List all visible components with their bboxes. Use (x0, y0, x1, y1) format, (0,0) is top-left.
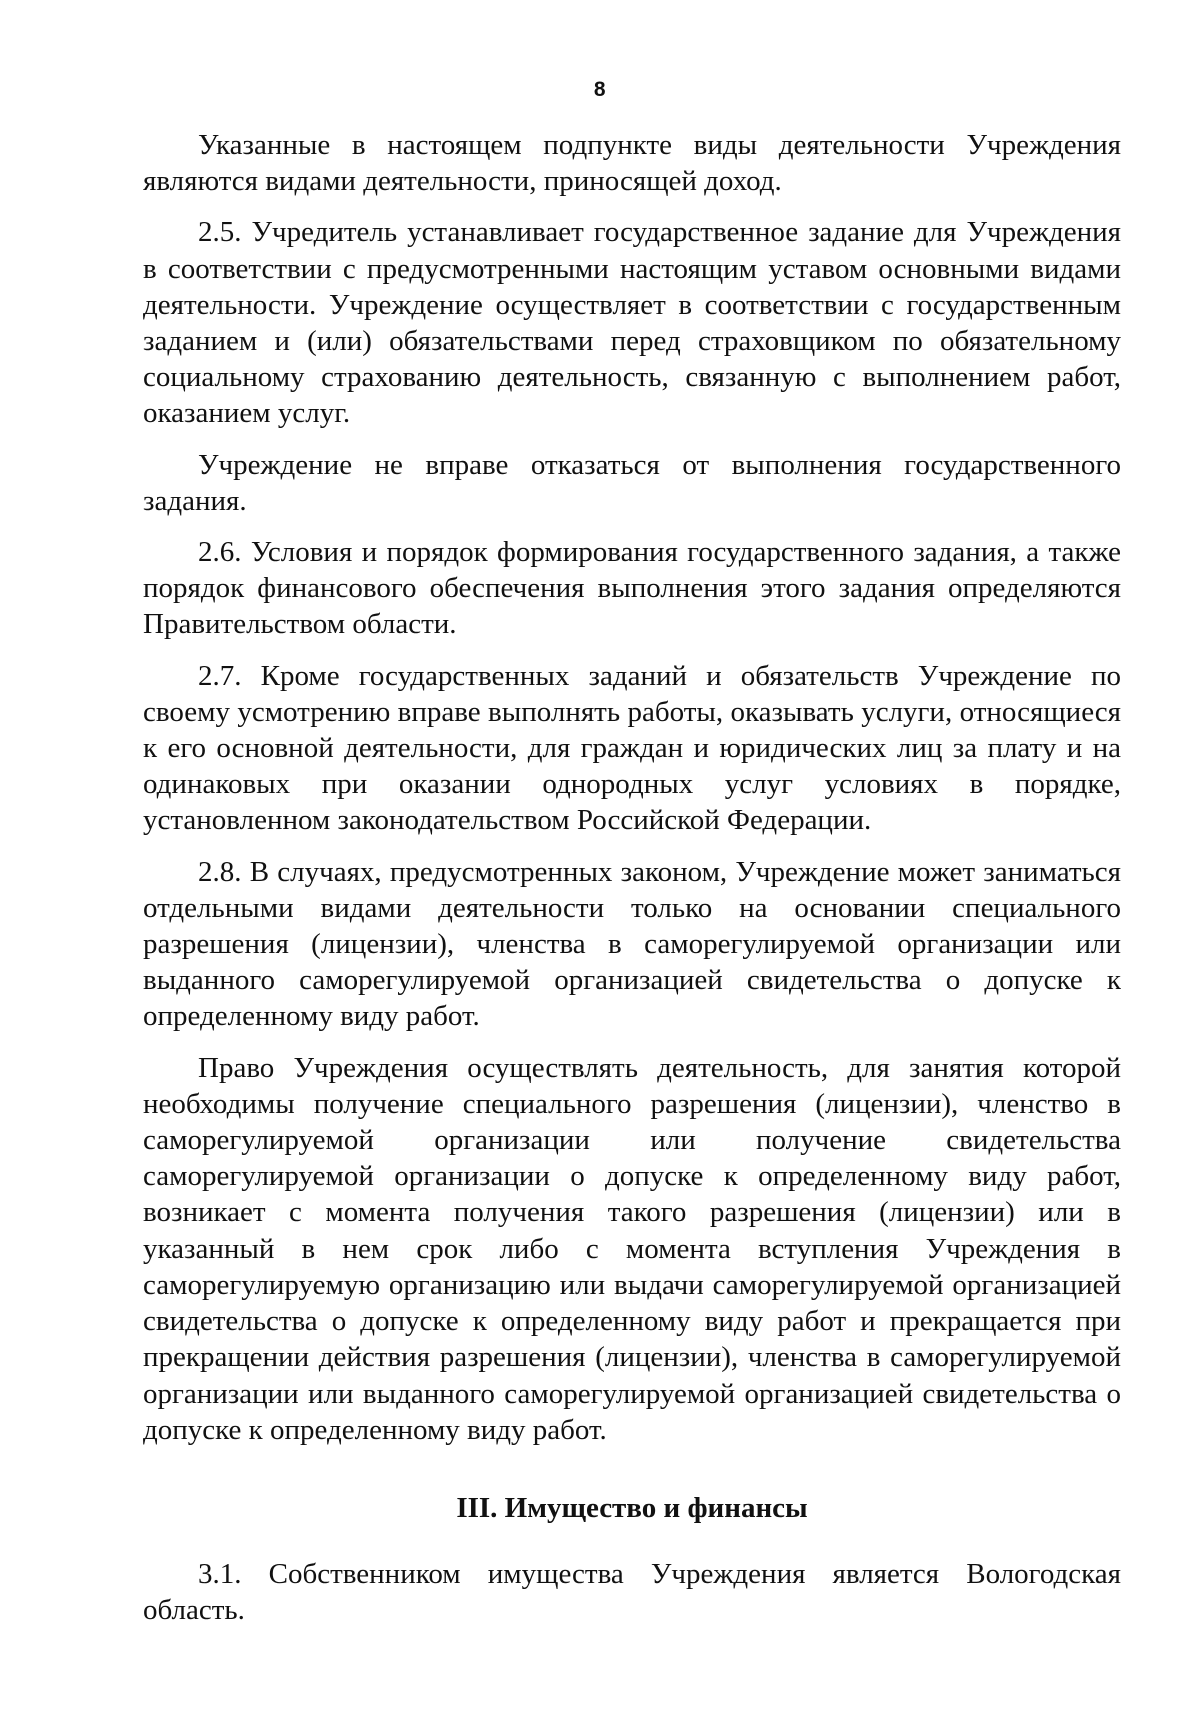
paragraph-2-6: 2.6. Условия и порядок формирования государственного задания, а также порядок финансового обеспечения выполнения этого задания определяются Правительством области. (143, 536, 1121, 641)
document-body (143, 127, 1121, 1628)
section-heading-property-finance: III. Имущество и финансы (456, 1491, 808, 1524)
paragraph-income-activities: Указанные в настоящем подпункте виды деятельности Учреждения являются видами деятельности, приносящей доход. (143, 129, 1121, 198)
paragraph-2-5: 2.5. Учредитель устанавливает государственное задание для Учреждения в соответствии с предусмотренными настоящим уставом основными видами деятельности. Учреждение осуществляет в соответствии с государственным заданием и (или) обязательствами перед страховщиком по обязательному социальному страхованию деятельность, связанную с выполнением работ, оказанием услуг. (143, 216, 1121, 430)
paragraph-2-8: 2.8. В случаях, предусмотренных законом, Учреждение может заниматься отдельными видами деятельности только на основании специального разрешения (лицензии), членства в саморегулируемой организации или выданного саморегулируемой организацией свидетельства о допуске к определенному виду работ. (143, 855, 1121, 1033)
page-number: 8 (593, 78, 607, 101)
paragraph-2-7: 2.7. Кроме государственных заданий и обязательств Учреждение по своему усмотрению вправе выполнять работы, оказывать услуги, относящиеся к его основной деятельности, для граждан и юридических лиц за плату и на одинаковых при оказании однородных услуг условиях в порядке, установленном законодательством Российской Федерации. (143, 659, 1121, 837)
paragraph-no-refusal: Учреждение не вправе отказаться от выполнения государственного задания. (143, 448, 1121, 517)
paragraph-3-1: 3.1. Собственником имущества Учреждения является Вологодская область. (143, 1557, 1121, 1627)
paragraph-license-rights: Право Учреждения осуществлять деятельность, для занятия которой необходимы получение специального разрешения (лицензии), членство в саморегулируемой организации или получение свидетельства саморегулируемой организации о допуске к определенному виду работ, возникает с момента получения такого разрешения (лицензии) или в указанный в нем срок либо с момента вступления Учреждения в саморегулируемую организацию или выдачи саморегулируемой организацией свидетельства о допуске к определенному виду работ и прекращается при прекращении действия разрешения (лицензии), членства в саморегулируемой организации или выданного саморегулируемой организацией свидетельства о допуске к определенному виду работ. (143, 1051, 1121, 1446)
